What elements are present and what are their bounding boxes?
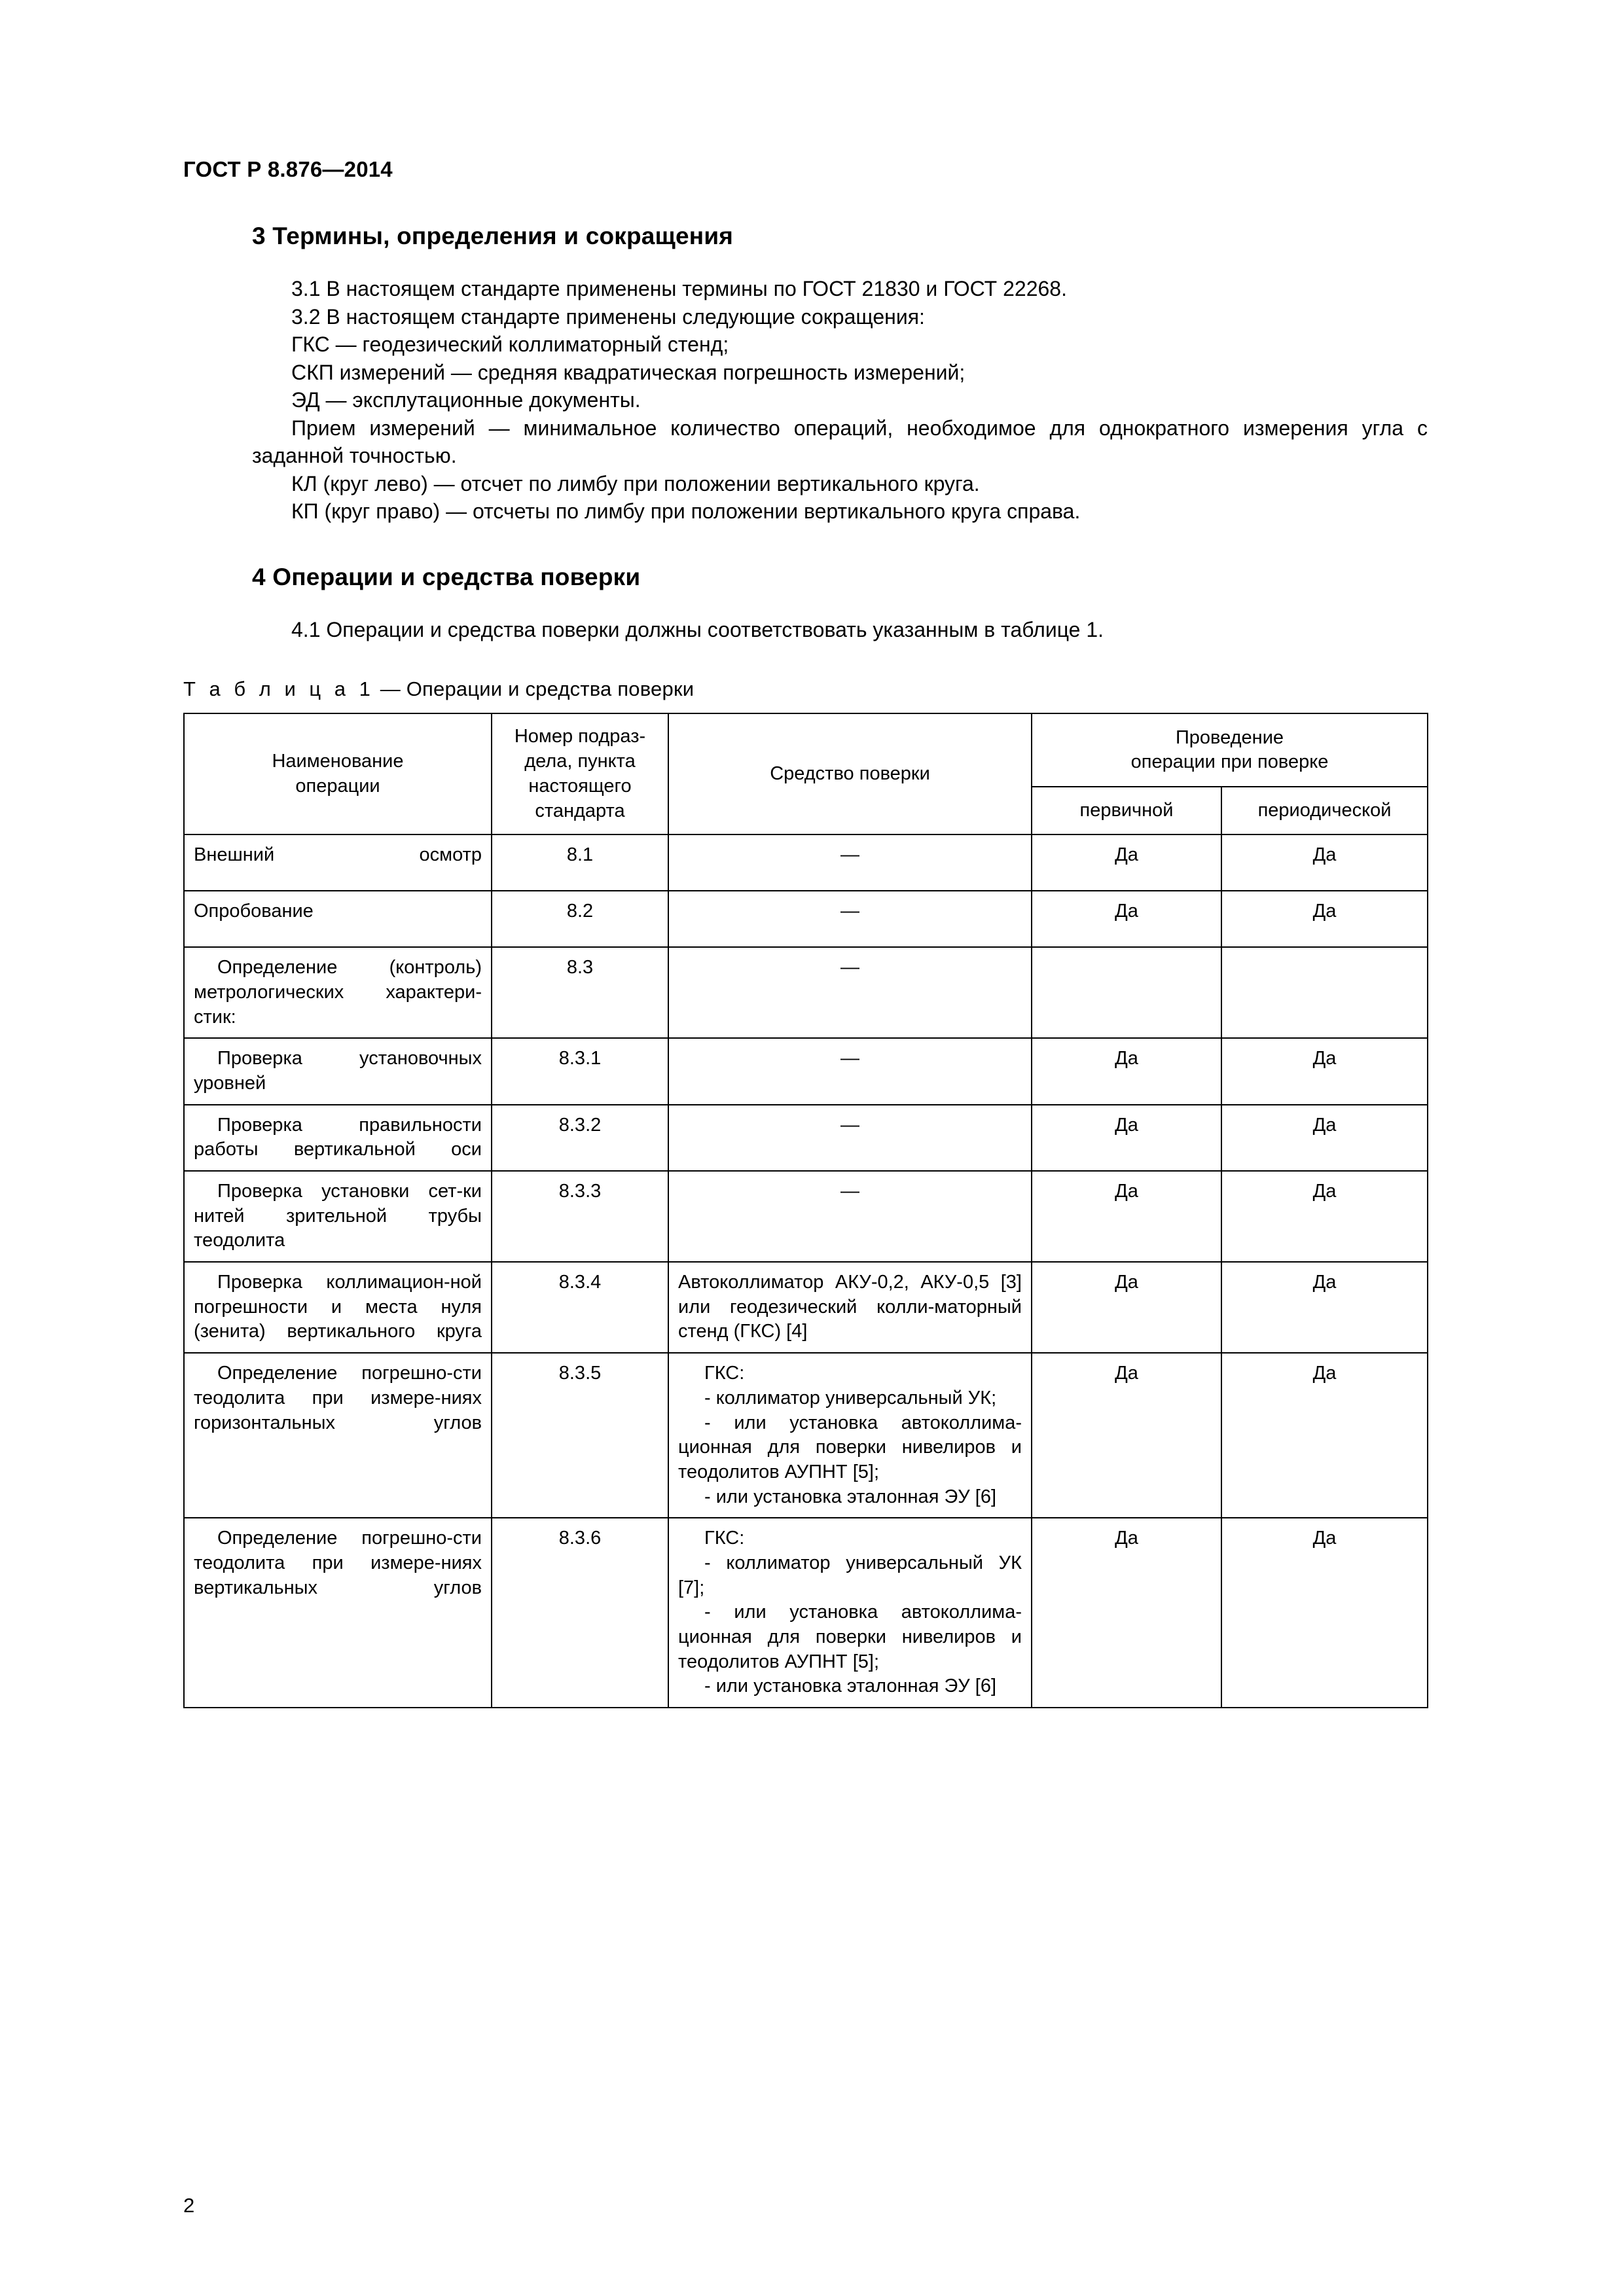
header-number-line2: дела, пункта [524,751,636,772]
cell-verification-means: — [668,1105,1032,1171]
header-conduct-line2: операции при поверке [1130,751,1329,773]
abbreviation-ed: ЭД — эксплутационные документы. [291,388,641,412]
paragraph-4-1: 4.1 Операции и средства поверки должны соответствовать указанным в таблице 1. [291,617,1104,641]
header-means [668,713,1032,834]
means-line: ГКС: [704,1528,745,1549]
section-3-body [252,275,1428,526]
cell-periodic-verification: Да [1221,834,1428,891]
table-body [184,834,1428,1708]
header-number-line1: Номер подраз- [514,726,646,747]
cell-primary-verification: Да [1032,834,1221,891]
cell-verification-means [668,1353,1032,1518]
cell-clause-number: 8.1 [492,834,668,891]
table-row [184,891,1428,947]
header-means-label: Средство поверки [770,763,930,784]
cell-operation-name: Проверка коллимацион-ной погрешности и места нуля (зенита) вертикального круга [184,1262,492,1353]
header-periodic: периодической [1221,787,1428,834]
means-line: Автоколлиматор АКУ-0,2, АКУ-0,5 [3] или геодезический колли-маторный стенд (ГКС) [4] [678,1272,1022,1342]
cell-operation-name: Проверка установочных уровней [184,1038,492,1104]
cell-primary-verification: Да [1032,1171,1221,1262]
table-caption-label: Т а б л и ц а 1 [183,677,374,701]
means-line: - или установка эталонная ЭУ [6] [704,1676,997,1697]
cell-operation-name: Внешний осмотр [184,834,492,891]
cell-verification-means: — [668,947,1032,1038]
cell-periodic-verification: Да [1221,1353,1428,1518]
cell-clause-number: 8.3.5 [492,1353,668,1518]
header-conduct-line1: Проведение [1175,726,1284,748]
table-row [184,1171,1428,1262]
cell-periodic-verification: Да [1221,891,1428,947]
header-number [492,713,668,834]
cell-verification-means: — [668,1038,1032,1104]
table-row [184,1038,1428,1104]
table-row [184,1105,1428,1171]
cell-clause-number: 8.3.4 [492,1262,668,1353]
cell-primary-verification: Да [1032,1262,1221,1353]
cell-periodic-verification: Да [1221,1038,1428,1104]
means-line: - или установка автоколлима-ционная для поверки нивелиров и теодолитов АУПНТ [5]; [678,1602,1022,1672]
document-header: ГОСТ Р 8.876—2014 [183,157,393,181]
table-row [184,1518,1428,1708]
cell-verification-means [668,1262,1032,1353]
means-line: - или установка автоколлима-ционная для поверки нивелиров и теодолитов АУПНТ [5]; [678,1412,1022,1482]
cell-clause-number: 8.2 [492,891,668,947]
section-title-4: 4 Операции и средства поверки [252,563,641,590]
means-line: ГКС: [704,1363,745,1384]
operations-table [183,713,1428,1708]
paragraph-3-2: 3.2 В настоящем стандарте применены следующие сокращения: [291,304,925,329]
cell-periodic-verification: Да [1221,1262,1428,1353]
cell-primary-verification [1032,947,1221,1038]
cell-clause-number: 8.3.1 [492,1038,668,1104]
cell-clause-number: 8.3.3 [492,1171,668,1262]
cell-operation-name: Определение погрешно-сти теодолита при измере-ниях вертикальных углов [184,1518,492,1708]
cell-primary-verification: Да [1032,1038,1221,1104]
paragraph-3-1: 3.1 В настоящем стандарте применены термины по ГОСТ 21830 и ГОСТ 22268. [291,277,1067,300]
cell-operation-name: Проверка правильности работы вертикальной оси [184,1105,492,1171]
cell-primary-verification: Да [1032,1105,1221,1171]
cell-verification-means: — [668,891,1032,947]
means-line: - или установка эталонная ЭУ [6] [704,1486,997,1507]
header-conduct [1032,713,1428,787]
table-row [184,1353,1428,1518]
header-name [184,713,492,834]
cell-primary-verification: Да [1032,1353,1221,1518]
cell-clause-number: 8.3.6 [492,1518,668,1708]
table-row [184,947,1428,1038]
cell-operation-name: Определение (контроль) метрологических характери-стик: [184,947,492,1038]
section-title-3: 3 Термины, определения и сокращения [252,223,734,249]
cell-periodic-verification: Да [1221,1171,1428,1262]
cell-clause-number: 8.3 [492,947,668,1038]
header-primary: первичной [1032,787,1221,834]
table-header-row-1 [184,713,1428,787]
cell-periodic-verification [1221,947,1428,1038]
table-row [184,1262,1428,1353]
cell-clause-number: 8.3.2 [492,1105,668,1171]
cell-verification-means: — [668,834,1032,891]
cell-periodic-verification: Да [1221,1105,1428,1171]
abbreviation-gks: ГКС — геодезический коллиматорный стенд; [291,332,729,357]
abbreviation-skp: СКП измерений — средняя квадратическая погрешность измерений; [291,360,965,384]
means-line: - коллиматор универсальный УК [7]; [678,1552,1022,1598]
term-priem-izmereniy: Прием измерений — минимальное количество операций, необходимое для однократного измерения угла с заданной точностью. [252,416,1428,468]
term-kp: КП (круг право) — отсчеты по лимбу при положении вертикального круга справа. [291,499,1081,524]
cell-primary-verification: Да [1032,1518,1221,1708]
table-row [184,834,1428,891]
term-kl: КЛ (круг лево) — отсчет по лимбу при положении вертикального круга. [291,471,980,495]
cell-operation-name: Опробование [184,891,492,947]
cell-verification-means [668,1518,1032,1708]
header-number-line3: настоящего [528,775,632,797]
cell-operation-name: Проверка установки сет-ки нитей зрительной трубы теодолита [184,1171,492,1262]
page-content [183,223,1428,1708]
table-caption-text: — Операции и средства поверки [374,677,695,701]
header-name-line1: Наименование [272,751,404,772]
cell-primary-verification: Да [1032,891,1221,947]
table-caption [183,677,1428,701]
header-name-line2: операции [295,775,380,797]
header-number-line4: стандарта [535,800,625,821]
means-line: - коллиматор универсальный УК; [704,1387,997,1408]
page-number: 2 [183,2194,195,2217]
cell-verification-means: — [668,1171,1032,1262]
cell-periodic-verification: Да [1221,1518,1428,1708]
cell-operation-name: Определение погрешно-сти теодолита при измере-ниях горизонтальных углов [184,1353,492,1518]
